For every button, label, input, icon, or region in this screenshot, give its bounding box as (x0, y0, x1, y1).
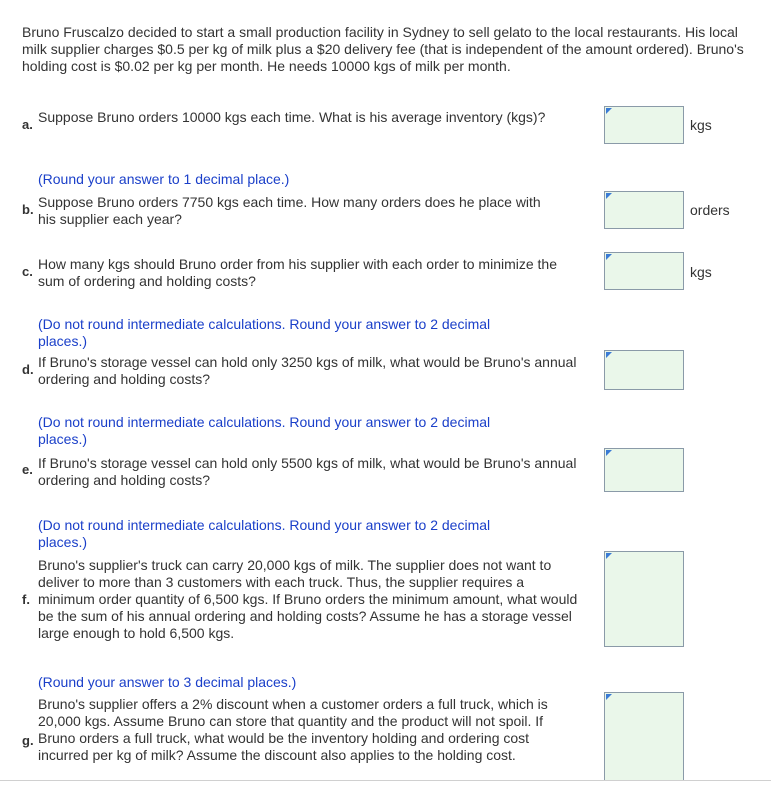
question-g-letter: g. (22, 733, 34, 748)
answer-a-unit: kgs (690, 117, 712, 133)
input-marker-icon (606, 352, 612, 358)
answer-b-unit: orders (690, 202, 730, 218)
question-c-hint: (Do not round intermediate calculations. Round your answer to 2 decimal places.) (38, 316, 491, 349)
question-c-text: How many kgs should Bruno order from his supplier with each order to minimize the sum of ordering and holding costs? (38, 256, 558, 289)
divider (0, 780, 771, 781)
question-c-letter: c. (22, 264, 33, 279)
question-b-letter: b. (22, 202, 34, 217)
problem-intro: Bruno Fruscalzo decided to start a small production facility in Sydney to sell gelato to the local restaurants. His local milk supplier charges $0.5 per kg of milk plus a $20 delivery fee (that is independent of the amount ordered). Bruno's holding cost is $0.02 per kg per month. He needs 10000 kgs of milk per month. (22, 24, 744, 74)
question-d-text: If Bruno's storage vessel can hold only 3250 kgs of milk, what would be Bruno's annual ordering and holding costs? (38, 354, 577, 387)
answer-c-unit: kgs (690, 264, 712, 280)
question-a-letter: a. (22, 117, 33, 132)
input-marker-icon (606, 450, 612, 456)
question-f-letter: f. (22, 592, 30, 607)
input-marker-icon (606, 254, 612, 260)
question-g-text: Bruno's supplier offers a 2% discount when a customer orders a full truck, which is 20,000 kgs. Assume Bruno can store that quantity and the product will not spoil. If Bruno orders a full truck, what would be the inventory holding and ordering cost incurred per kg of milk? Assume the discount also applies to the holding cost. (38, 696, 548, 763)
answer-b-input[interactable] (604, 191, 684, 229)
answer-f-input[interactable] (604, 551, 684, 647)
question-e-text: If Bruno's storage vessel can hold only 5500 kgs of milk, what would be Bruno's annual ordering and holding costs? (38, 455, 577, 488)
question-f-text: Bruno's supplier's truck can carry 20,000 kgs of milk. The supplier does not want to deliver to more than 3 customers with each truck. Thus, the supplier requires a minimum order quantity of 6,500 kgs. If Bruno orders the minimum amount, what would be the sum of his annual ordering and holding costs? Assume he has a storage vessel large enough to hold 6,500 kgs. (38, 557, 578, 641)
answer-d-input[interactable] (604, 350, 684, 390)
input-marker-icon (606, 193, 612, 199)
question-e-hint: (Do not round intermediate calculations. Round your answer to 2 decimal places.) (38, 517, 491, 550)
answer-a-input[interactable] (604, 106, 684, 144)
question-a-hint: (Round your answer to 1 decimal place.) (38, 171, 290, 187)
question-d-letter: d. (22, 362, 34, 377)
answer-g-input[interactable] (604, 692, 684, 780)
input-marker-icon (606, 694, 612, 700)
input-marker-icon (606, 108, 612, 114)
question-e-letter: e. (22, 462, 33, 477)
input-marker-icon (606, 553, 612, 559)
answer-e-input[interactable] (604, 448, 684, 492)
question-d-hint: (Do not round intermediate calculations. Round your answer to 2 decimal places.) (38, 414, 491, 447)
question-b-text: Suppose Bruno orders 7750 kgs each time. How many orders does he place with his supplier each year? (38, 194, 541, 227)
question-a-text: Suppose Bruno orders 10000 kgs each time. What is his average inventory (kgs)? (38, 109, 546, 125)
question-f-hint: (Round your answer to 3 decimal places.) (38, 674, 297, 690)
answer-c-input[interactable] (604, 252, 684, 290)
